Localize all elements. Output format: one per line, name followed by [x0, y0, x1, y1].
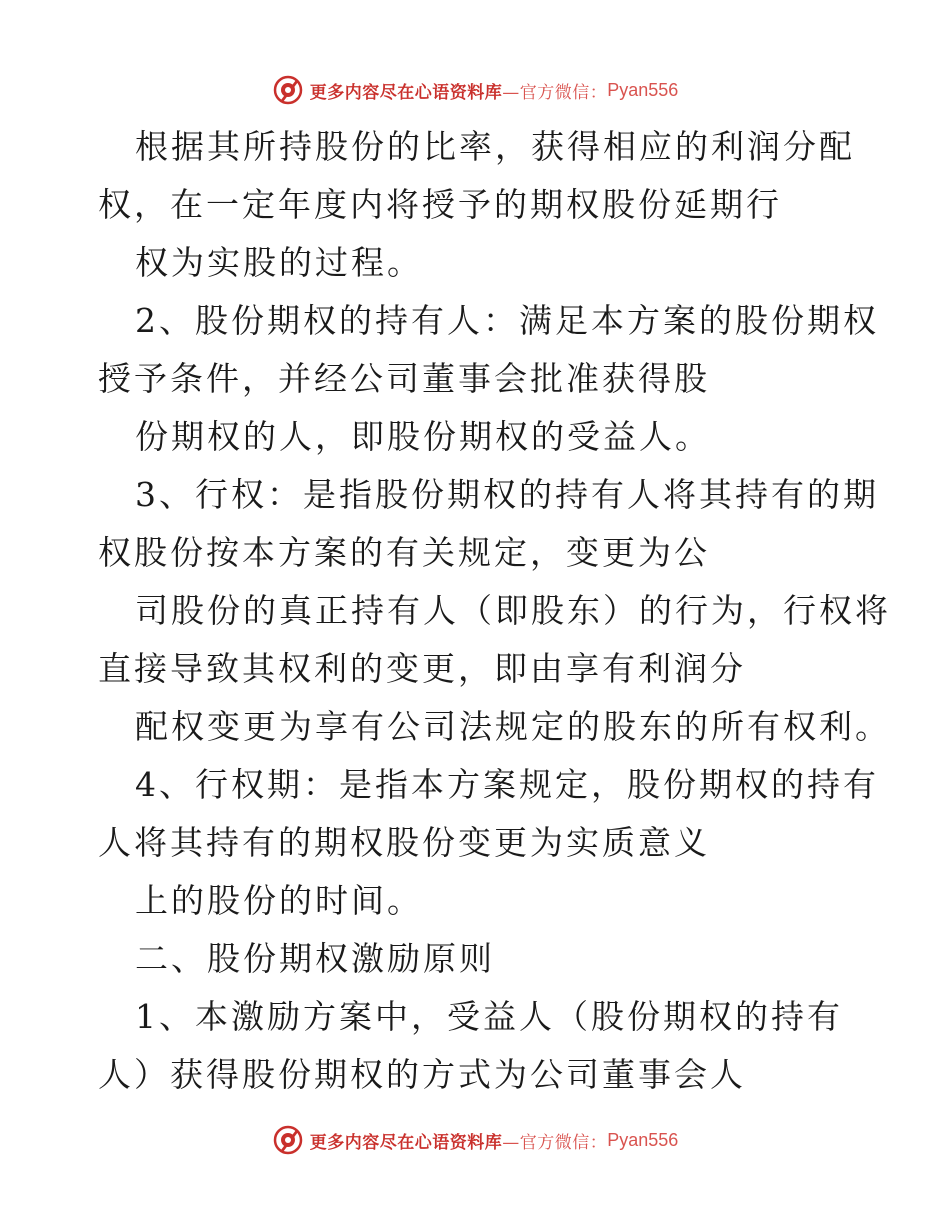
body-line: 权为实股的过程。: [135, 243, 423, 282]
body-line: 2、股份期权的持有人：满足本方案的股份期权: [135, 301, 879, 340]
footer-watermark: [0, 1120, 950, 1160]
watermark-main-text: 更多内容尽在心语资料库: [309, 82, 503, 103]
body-line: 根据其所持股份的比率，获得相应的利润分配: [135, 127, 855, 166]
body-line: 1、本激励方案中，受益人（股份期权的持有: [135, 997, 843, 1036]
body-line: 份期权的人，即股份期权的受益人。: [135, 417, 711, 456]
body-line: 司股份的真正持有人（即股东）的行为，行权将: [135, 591, 891, 630]
body-line: 权，在一定年度内将授予的期权股份延期行: [98, 185, 782, 224]
body-line: 4、行权期：是指本方案规定，股份期权的持有: [135, 765, 879, 804]
body-line: 直接导致其权利的变更，即由享有利润分: [98, 649, 746, 688]
watermark-handle: Pyan556: [607, 79, 679, 100]
body-line: 配权变更为享有公司法规定的股东的所有权利。: [135, 707, 891, 746]
body-line: 3、行权：是指股份期权的持有人将其持有的期: [135, 475, 879, 514]
body-line: 人将其持有的期权股份变更为实质意义: [98, 823, 710, 862]
body-line: 授予条件，并经公司董事会批准获得股: [98, 359, 710, 398]
watermark-handle: Pyan556: [607, 1129, 679, 1150]
watermark-official-text: —官方微信：: [502, 1132, 608, 1153]
body-line: 人）获得股份期权的方式为公司董事会人: [98, 1055, 746, 1094]
watermark-official-text: —官方微信：: [502, 82, 608, 103]
watermark-main-text: 更多内容尽在心语资料库: [309, 1132, 503, 1153]
quill-seal-icon: [272, 1124, 304, 1156]
body-line: 上的股份的时间。: [135, 881, 423, 920]
body-line: 权股份按本方案的有关规定，变更为公: [98, 533, 710, 572]
section-heading: 二、股份期权激励原则: [135, 939, 495, 978]
